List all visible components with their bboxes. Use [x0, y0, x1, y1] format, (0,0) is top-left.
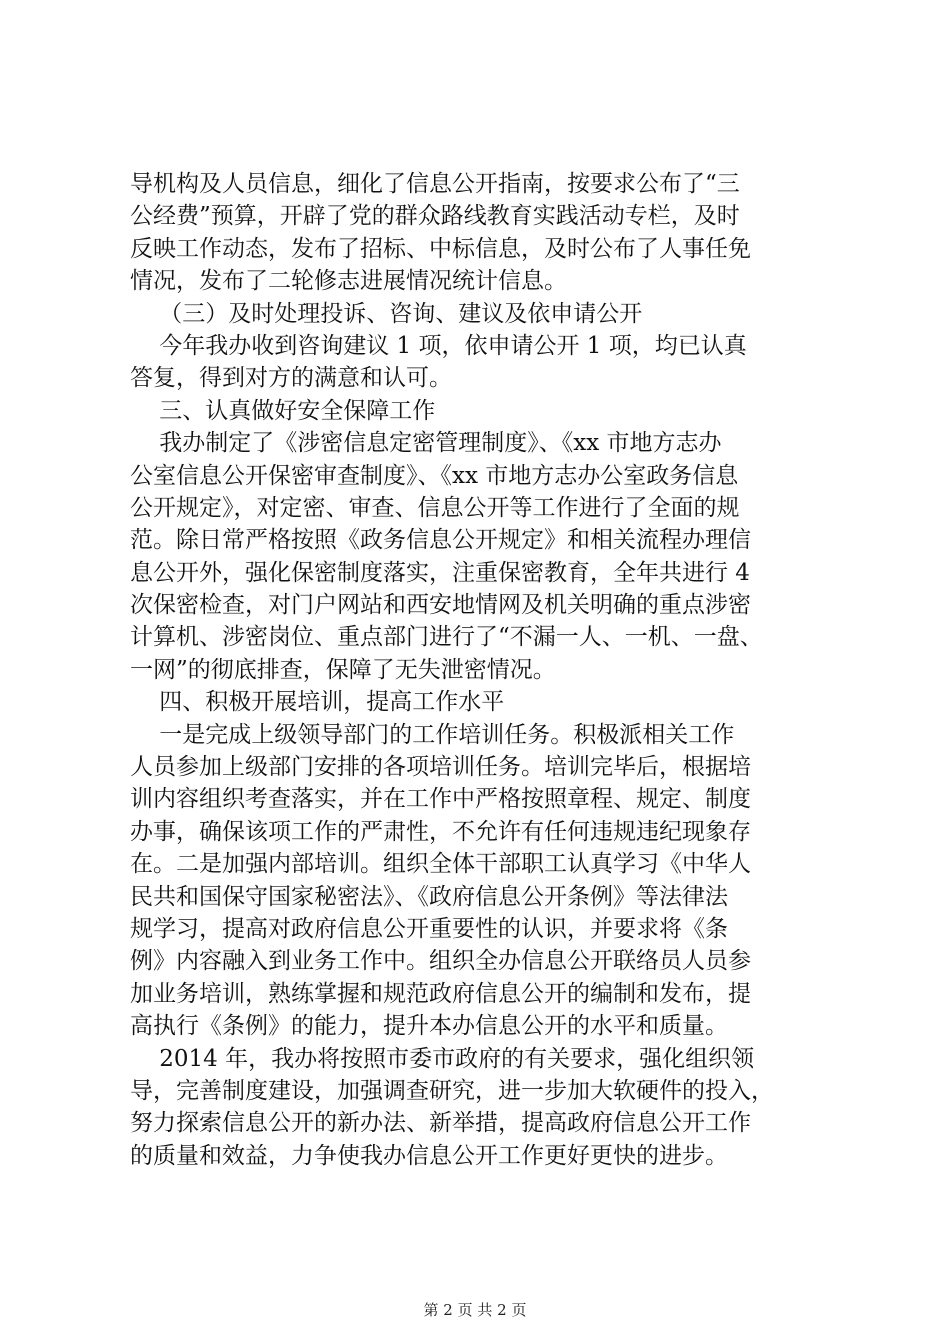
- text-line: 三、认真做好安全保障工作: [130, 397, 436, 424]
- text-line: 一是完成上级领导部门的工作培训任务。积极派相关工作: [130, 721, 735, 748]
- text-line: 人员参加上级部门安排的各项培训任务。培训完毕后，根据培: [130, 754, 751, 781]
- text-line: 的质量和效益，力争使我办信息公开工作更好更快的进步。: [130, 1142, 728, 1169]
- text-line: 反映工作动态，发布了招标、中标信息，及时公布了人事任免: [130, 235, 751, 262]
- text-line: 办事，确保该项工作的严肃性，不允许有任何违规违纪现象存: [130, 818, 751, 845]
- page-number-label: 第 2 页 共 2 页: [423, 1301, 527, 1319]
- text-line: 加业务培训，熟练掌握和规范政府信息公开的编制和发布，提: [130, 980, 751, 1007]
- text-line: 2014 年，我办将按照市委市政府的有关要求，强化组织领: [130, 1045, 755, 1072]
- text-line: 次保密检查，对门户网站和西安地情网及机关明确的重点涉密: [130, 592, 751, 619]
- text-line: 我办制定了《涉密信息定密管理制度》、《xx 市地方志办: [130, 430, 722, 457]
- text-line: 计算机、涉密岗位、重点部门进行了“不漏一人、一机、一盘、: [130, 624, 763, 651]
- text-line: 规学习，提高对政府信息公开重要性的认识，并要求将《条: [130, 915, 728, 942]
- text-line: 公开规定》，对定密、审查、信息公开等工作进行了全面的规: [130, 494, 740, 521]
- text-line: 公经费”预算，开辟了党的群众路线教育实践活动专栏，及时: [130, 203, 740, 230]
- text-line: 在。二是加强内部培训。组织全体干部职工认真学习《中华人: [130, 851, 751, 878]
- document-body: [130, 168, 830, 1172]
- text-line: 高执行《条例》的能力，提升本办信息公开的水平和质量。: [130, 1013, 728, 1040]
- text-line: 今年我办收到咨询建议 1 项，依申请公开 1 项，均已认真: [130, 332, 747, 359]
- text-line: 一网”的彻底排查，保障了无失泄密情况。: [130, 656, 556, 683]
- text-line: （三）及时处理投诉、咨询、建议及依申请公开: [130, 300, 643, 327]
- text-line: 民共和国保守国家秘密法》、《政府信息公开条例》等法律法: [130, 883, 728, 910]
- text-line: 训内容组织考查落实，并在工作中严格按照章程、规定、制度: [130, 786, 751, 813]
- text-line: 四、积极开展培训，提高工作水平: [130, 689, 505, 716]
- text-line: 导机构及人员信息，细化了信息公开指南，按要求公布了“三: [130, 171, 740, 197]
- page-footer: [0, 1300, 950, 1320]
- text-line: 范。除日常严格按照《政务信息公开规定》和相关流程办理信: [130, 527, 751, 554]
- text-line: 情况，发布了二轮修志进展情况统计信息。: [130, 268, 567, 295]
- text-line: 答复，得到对方的满意和认可。: [130, 365, 452, 392]
- text-line: 息公开外，强化保密制度落实，注重保密教育，全年共进行 4: [130, 559, 750, 586]
- text-line: 例》内容融入到业务工作中。组织全办信息公开联络员人员参: [130, 948, 751, 975]
- text-line: 导，完善制度建设，加强调查研究，进一步加大软硬件的投入，: [130, 1077, 774, 1104]
- text-line: 努力探索信息公开的新办法、新举措，提高政府信息公开工作: [130, 1110, 751, 1137]
- text-line: 公室信息公开保密审查制度》、《xx 市地方志办公室政务信息: [130, 462, 739, 489]
